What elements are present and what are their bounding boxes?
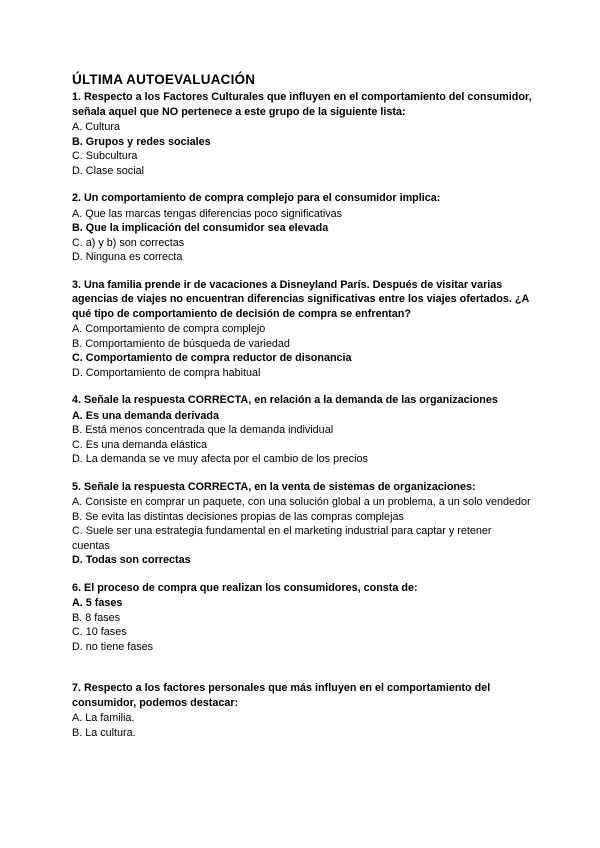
question-text: 5. Señale la respuesta CORRECTA, en la venta de sistemas de organizaciones: [72, 480, 476, 493]
answer-option: C. a) y b) son correctas [72, 236, 185, 249]
question-text: 4. Señale la respuesta CORRECTA, en relación a la demanda de las organizaciones [72, 394, 498, 406]
question-1 [72, 90, 532, 178]
answer-option-correct: A. Es una demanda derivada [72, 409, 220, 422]
answer-option: B. Está menos concentrada que la demanda individual [72, 424, 334, 436]
answer-option: A. Consiste en comprar un paquete, con una solución global a un problema, a un solo vendedor [72, 496, 531, 508]
answer-option: D. Comportamiento de compra habitual [72, 366, 261, 379]
question-text: 2. Un comportamiento de compra complejo para el consumidor implica: [72, 192, 441, 204]
answer-option: A. Que las marcas tengas diferencias poco significativas [72, 207, 343, 220]
answer-option-correct: B. Que la implicación del consumidor sea elevada [72, 222, 329, 234]
answer-option: D. Clase social [72, 164, 145, 177]
question-text: 6. El proceso de compra que realizan los consumidores, consta de: [72, 581, 418, 594]
answer-option: C. Es una demanda elástica [72, 438, 208, 451]
answer-option: B. Se evita las distintas decisiones propias de las compras complejas [72, 510, 404, 523]
question-2 [72, 191, 532, 265]
answer-option: A. Cultura [72, 121, 121, 133]
question-5 [72, 480, 532, 568]
question-7 [72, 681, 532, 740]
question-6 [72, 581, 532, 655]
answer-option: C. 10 fases [72, 626, 127, 638]
answer-option: B. Comportamiento de búsqueda de variedad [72, 337, 290, 350]
answer-option-correct: D. Todas son correctas [72, 554, 191, 566]
answer-option: D. no tiene fases [72, 640, 154, 653]
answer-option-correct: B. Grupos y redes sociales [72, 135, 211, 148]
answer-option: C. Subcultura [72, 150, 138, 162]
question-text: 1. Respecto a los Factores Culturales que influyen en el comportamiento del consumidor, señala aquel que NO pertenece a este grupo de la siguiente lista: [72, 91, 532, 118]
answer-option: B. La cultura. [72, 726, 136, 739]
answer-option: B. 8 fases [72, 611, 121, 624]
question-text: 7. Respecto a los factores personales que más influyen en el comportamiento del consumidor, podemos destacar: [72, 682, 491, 709]
question-text: 3. Una familia prende ir de vacaciones a Disneyland París. Después de visitar varias agencias de viajes no encuentran diferencias significativas entre los viajes ofertados. ¿A qué tipo de comportamiento de decisión de compra se enfrentan? [72, 278, 529, 320]
answer-option-correct: A. 5 fases [72, 597, 123, 609]
answer-option: D. La demanda se ve muy afecta por el cambio de los precios [72, 453, 368, 465]
document-title: ÚLTIMA AUTOEVALUACIÓN [72, 72, 256, 87]
answer-option: A. Comportamiento de compra complejo [72, 323, 266, 335]
answer-option-correct: C. Comportamiento de compra reductor de disonancia [72, 352, 352, 364]
question-4 [72, 393, 532, 467]
document-page [72, 72, 532, 753]
question-3 [72, 278, 532, 381]
answer-option: A. La familia. [72, 712, 135, 724]
answer-option: D. Ninguna es correcta [72, 251, 183, 263]
answer-option: C. Suele ser una estrategia fundamental en el marketing industrial para captar y retener cuentas [72, 525, 492, 552]
